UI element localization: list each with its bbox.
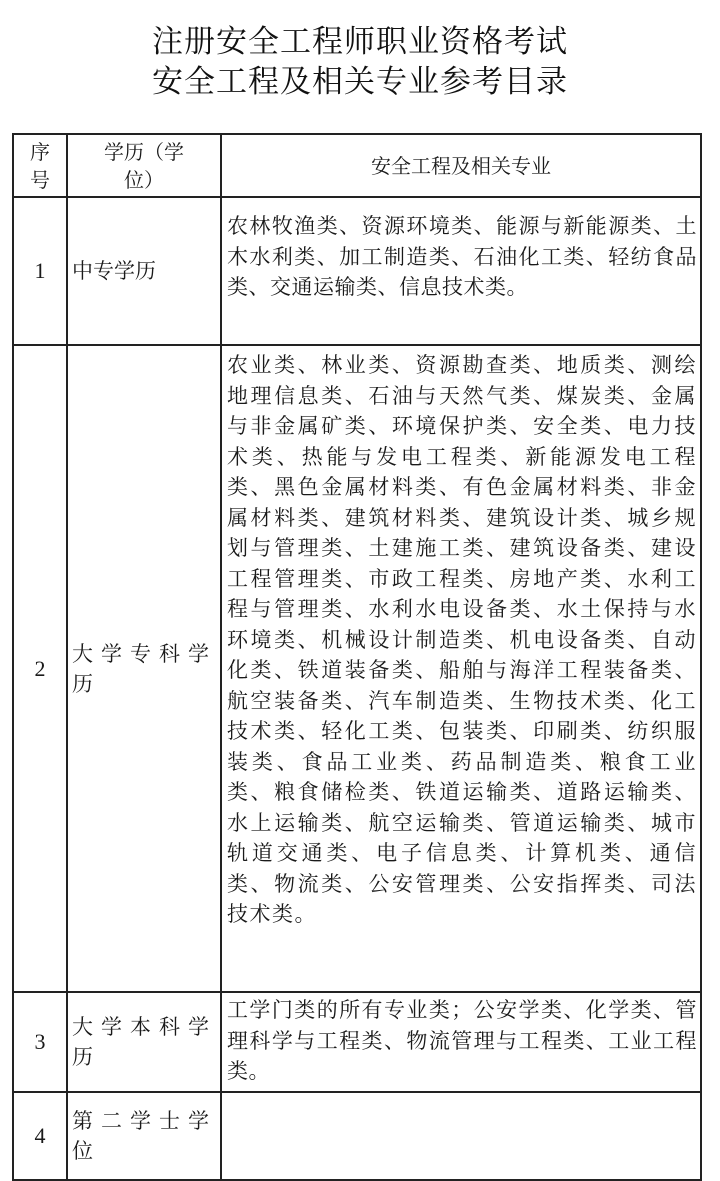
table-row: [13, 992, 701, 1092]
row-majors: 农林牧渔类、资源环境类、能源与新能源类、土木水利类、加工制造类、石油化工类、轻纺食品类、交通运输类、信息技术类。: [221, 197, 701, 345]
header-majors: 安全工程及相关专业: [221, 134, 701, 197]
row-seq: 4: [13, 1092, 67, 1180]
document-title-line-2: 安全工程及相关专业参考目录: [152, 64, 568, 100]
header-education: 学历（学位）: [67, 134, 221, 197]
document-title-line-1: 注册安全工程师职业资格考试: [152, 24, 568, 60]
table-row: [13, 1092, 701, 1180]
row-majors: 工学门类的所有专业类；公安学类、化学类、管理科学与工程类、物流管理与工程类、工业工程类。: [221, 992, 701, 1092]
table-header-row: [13, 134, 701, 197]
header-seq: 序号: [13, 134, 67, 197]
row-education: 大学本科学历: [67, 992, 221, 1092]
row-seq: 3: [13, 992, 67, 1092]
row-seq: 1: [13, 197, 67, 345]
row-education: 大学专科学历: [67, 345, 221, 992]
row-majors: [221, 1092, 701, 1180]
row-education: 第二学士学位: [67, 1092, 221, 1180]
majors-reference-table: [12, 133, 702, 1181]
row-education: 中专学历: [67, 197, 221, 345]
row-seq: 2: [13, 345, 67, 992]
table-row: [13, 345, 701, 992]
table-row: [13, 197, 701, 345]
row-majors: 农业类、林业类、资源勘查类、地质类、测绘地理信息类、石油与天然气类、煤炭类、金属与非金属矿类、环境保护类、安全类、电力技术类、热能与发电工程类、新能源发电工程类、黑色金属材料类、有色金属材料类、非金属材料类、建筑材料类、建筑设计类、城乡规划与管理类、土建施工类、建筑设备类、建设工程管理类、市政工程类、房地产类、水利工程与管理类、水利水电设备类、水土保持与水环境类、机械设计制造类、机电设备类、自动化类、铁道装备类、船舶与海洋工程装备类、航空装备类、汽车制造类、生物技术类、化工技术类、轻化工类、包装类、印刷类、纺织服装类、食品工业类、药品制造类、粮食工业类、粮食储检类、铁道运输类、道路运输类、水上运输类、航空运输类、管道运输类、城市轨道交通类、电子信息类、计算机类、通信类、物流类、公安管理类、公安指挥类、司法技术类。: [221, 345, 701, 992]
